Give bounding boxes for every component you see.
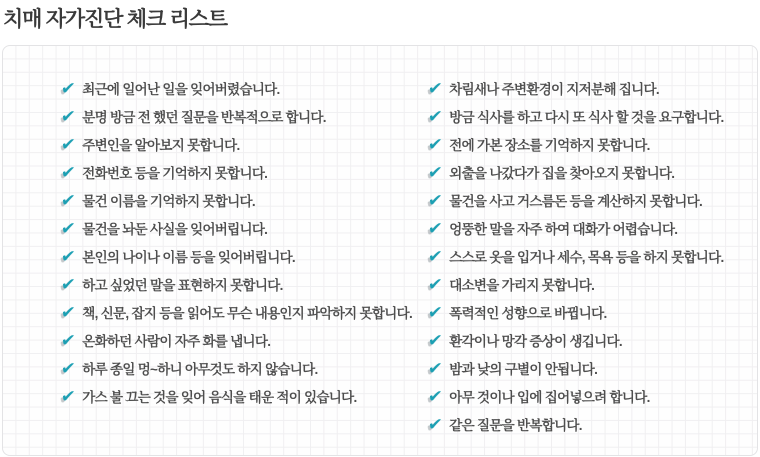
checklist-panel (2, 45, 758, 456)
check-item-label: 같은 질문을 반복합니다. (449, 418, 582, 433)
check-item (428, 106, 749, 126)
check-item (61, 78, 428, 98)
check-item-label: 방금 식사를 하고 다시 또 식사 할 것을 요구합니다. (449, 110, 724, 125)
check-item-label: 물건 이름을 기억하지 못합니다. (82, 194, 255, 209)
check-item-label: 스스로 옷을 입거나 세수, 목욕 등을 하지 못합니다. (449, 250, 724, 265)
check-item-label: 환각이나 망각 증상이 생깁니다. (449, 334, 622, 349)
check-item (61, 106, 428, 126)
check-item (61, 246, 428, 266)
check-item-label: 하루 종일 멍~하니 아무것도 하지 않습니다. (82, 362, 318, 377)
teal-check-icon: ✔ (60, 274, 77, 294)
check-item-label: 하고 싶었던 말을 표현하지 못합니다. (82, 278, 283, 293)
teal-check-icon: ✔ (60, 358, 77, 378)
check-item (428, 358, 749, 378)
teal-check-icon: ✔ (427, 386, 444, 406)
check-item (428, 302, 749, 322)
check-item (428, 134, 749, 154)
check-item-label: 외출을 나갔다가 집을 찾아오지 못합니다. (449, 166, 675, 181)
check-item (61, 358, 428, 378)
check-item (428, 386, 749, 406)
check-item (61, 274, 428, 294)
teal-check-icon: ✔ (427, 302, 444, 322)
check-item (61, 218, 428, 238)
check-item-label: 책, 신문, 잡지 등을 읽어도 무슨 내용인지 파악하지 못합니다. (82, 306, 412, 321)
check-item-label: 아무 것이나 입에 집어넣으려 합니다. (449, 390, 650, 405)
teal-check-icon: ✔ (427, 78, 444, 98)
check-item (428, 218, 749, 238)
check-item-label: 차림새나 주변환경이 지저분해 집니다. (449, 82, 659, 97)
checklist-right-column (428, 78, 749, 442)
teal-check-icon: ✔ (60, 190, 77, 210)
teal-check-icon: ✔ (427, 414, 444, 434)
check-item (428, 162, 749, 182)
check-item-label: 온화하던 사람이 자주 화를 냅니다. (82, 334, 271, 349)
check-item (428, 414, 749, 434)
teal-check-icon: ✔ (60, 302, 77, 322)
check-item (61, 302, 428, 322)
check-item (428, 190, 749, 210)
check-item (61, 134, 428, 154)
check-item-label: 분명 방금 전 했던 질문을 반복적으로 합니다. (82, 110, 326, 125)
teal-check-icon: ✔ (60, 386, 77, 406)
check-item-label: 주변인을 알아보지 못합니다. (82, 138, 240, 153)
teal-check-icon: ✔ (60, 78, 77, 98)
check-item-label: 전에 가본 장소를 기억하지 못합니다. (449, 138, 650, 153)
teal-check-icon: ✔ (60, 106, 77, 126)
teal-check-icon: ✔ (60, 218, 77, 238)
check-item (428, 330, 749, 350)
teal-check-icon: ✔ (427, 162, 444, 182)
teal-check-icon: ✔ (427, 134, 444, 154)
check-item-label: 물건을 놔둔 사실을 잊어버립니다. (82, 222, 268, 237)
checklist-left-column (61, 78, 428, 414)
page-title: 치매 자가진단 체크 리스트 (3, 8, 227, 31)
check-item (61, 330, 428, 350)
teal-check-icon: ✔ (427, 246, 444, 266)
teal-check-icon: ✔ (60, 246, 77, 266)
check-item-label: 엉뚱한 말을 자주 하여 대화가 어렵습니다. (449, 222, 678, 237)
check-item-label: 본인의 나이나 이름 등을 잊어버립니다. (82, 250, 295, 265)
teal-check-icon: ✔ (60, 330, 77, 350)
check-item-label: 전화번호 등을 기억하지 못합니다. (82, 166, 268, 181)
check-item (61, 386, 428, 406)
teal-check-icon: ✔ (60, 134, 77, 154)
teal-check-icon: ✔ (427, 358, 444, 378)
teal-check-icon: ✔ (427, 106, 444, 126)
teal-check-icon: ✔ (60, 162, 77, 182)
check-item (428, 78, 749, 98)
check-item (428, 246, 749, 266)
check-item-label: 대소변을 가리지 못합니다. (449, 278, 595, 293)
check-item-label: 가스 불 끄는 것을 잊어 음식을 태운 적이 있습니다. (82, 390, 357, 405)
check-item (61, 162, 428, 182)
check-item (428, 274, 749, 294)
teal-check-icon: ✔ (427, 218, 444, 238)
teal-check-icon: ✔ (427, 330, 444, 350)
check-item-label: 최근에 일어난 일을 잊어버렸습니다. (82, 82, 280, 97)
check-item-label: 물건을 사고 거스름돈 등을 계산하지 못합니다. (449, 194, 703, 209)
teal-check-icon: ✔ (427, 274, 444, 294)
check-item (61, 190, 428, 210)
teal-check-icon: ✔ (427, 190, 444, 210)
check-item-label: 밤과 낮의 구별이 안됩니다. (449, 362, 598, 377)
check-item-label: 폭력적인 성향으로 바뀝니다. (449, 306, 607, 321)
